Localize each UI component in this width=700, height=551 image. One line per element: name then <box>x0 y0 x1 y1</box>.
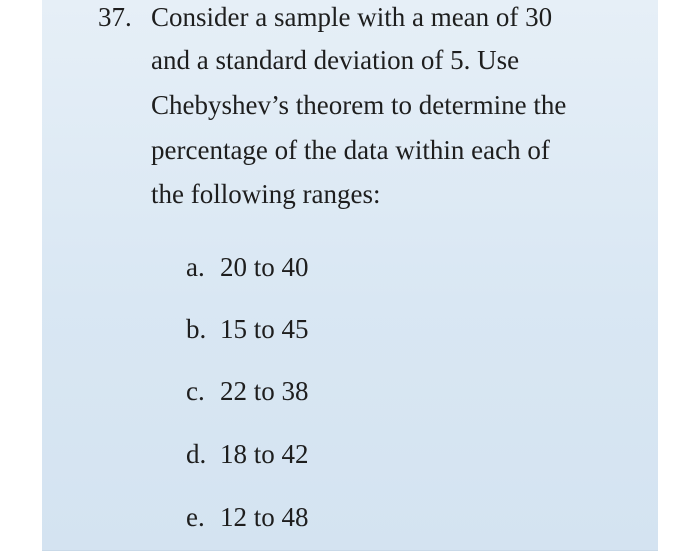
option-e-text: 12 to 48 <box>220 502 309 532</box>
question-line-4: percentage of the data within each of <box>151 135 550 165</box>
option-d-text: 18 to 42 <box>220 439 309 469</box>
option-a-text: 20 to 40 <box>220 252 309 282</box>
option-c-text: 22 to 38 <box>220 376 309 406</box>
option-c-label: c. <box>186 376 205 406</box>
option-d <box>186 434 309 474</box>
option-a-label: a. <box>186 252 205 282</box>
question-line-3: Chebyshev’s theorem to determine the <box>151 90 567 120</box>
question-line-5: the following ranges: <box>151 179 381 209</box>
option-b-text: 15 to 45 <box>220 314 309 344</box>
option-e <box>186 497 309 537</box>
option-a <box>186 247 309 287</box>
option-c <box>186 371 309 411</box>
option-b-label: b. <box>186 314 207 344</box>
question-line-1: Consider a sample with a mean of 30 <box>151 2 553 32</box>
option-e-label: e. <box>186 502 205 532</box>
option-b <box>186 309 309 349</box>
option-d-label: d. <box>186 439 207 469</box>
question-number: 37. <box>98 2 132 32</box>
question-line-2: and a standard deviation of 5. Use <box>151 45 520 75</box>
